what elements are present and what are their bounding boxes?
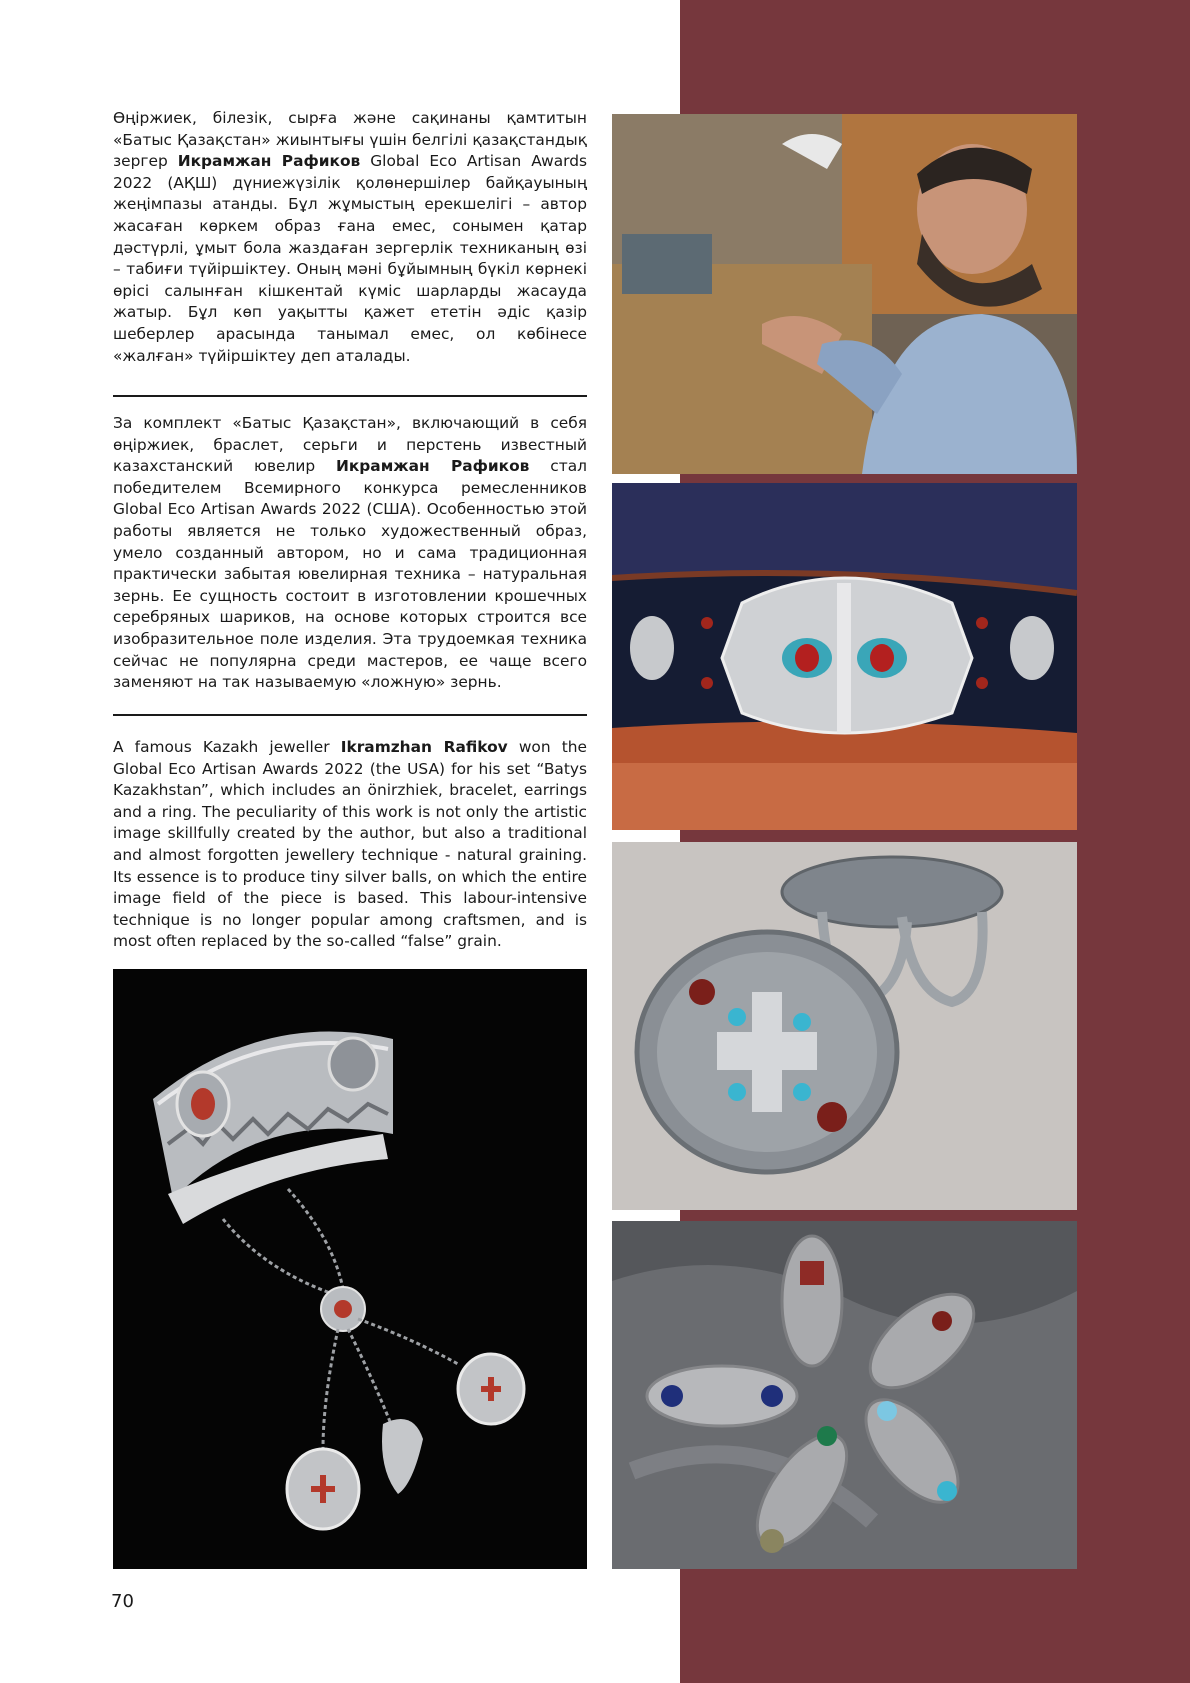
section-divider xyxy=(113,714,587,716)
russian-text-end: стал победителем Всемирного конкурса ремесленников Global Eco Artisan Awards 2022 (США). Особенностью этой работы является не только художественный образ, умело созданный автором, но и сама традиционная практически забытая ювелирная техника – натуральная зернь. Ее сущность состоит в изготовлении крошечных серебряных шариков, на основе которых строится все изобразительное поле изделия. Эта трудоемкая техника сейчас не популярна среди мастеров, ее чаще всего заменяют на так называемую «ложную» зернь. xyxy=(113,457,587,692)
page-number: 70 xyxy=(111,1591,134,1612)
kazakh-text-start: Өңіржиек, білезік, сырға және сақинаны қамтитын «Батыс Қазақстан» жиынтығы үшін белгілі қазақстандық зергер xyxy=(113,109,587,171)
kazakh-author-name: Икрамжан Рафиков xyxy=(177,152,361,171)
jeweller-portrait-photo xyxy=(612,114,1077,474)
kazakh-paragraph xyxy=(113,108,587,367)
rings-set-photo xyxy=(612,1221,1077,1569)
section-divider xyxy=(113,395,587,397)
kazakh-text-end: Global Eco Artisan Awards 2022 (АҚШ) дүниежүзілік қолөнершілер байқауының жеңімпазы атанды. Бұл жұмыстың ерекшелігі – автор жасаған көркем образ ғана емес, сонымен қатар дәстүрлі, ұмыт бола жаздаған зергерлік техниканың өзі – табиғи түйіршіктеу. Оның мәні бұйымның бүкіл көрнекі өрісі салынған кішкентай күміс шарларды жасауда жатыр. Бұл көп уақытты қажет ететін әдіс қазір шеберлер арасында танымал емес, ол көбінесе «жалған» түйіршіктеу деп аталады. xyxy=(113,152,587,365)
russian-text-start: За комплект «Батыс Қазақстан», включающий в себя өңіржиек, браслет, серьги и перстень известный казахстанский ювелир xyxy=(113,414,587,476)
russian-paragraph xyxy=(113,413,587,694)
bracelet-photo xyxy=(113,969,587,1569)
english-author-name: Ikramzhan Rafikov xyxy=(340,738,508,756)
english-text-end: won the Global Eco Artisan Awards 2022 (the USA) for his set “Batys Kazakhstan”, which includes an önirzhiek, bracelet, earrings and a ring. The peculiarity of this work is not only the artistic image skillfully created by the author, but also a traditional and almost forgotten jewellery technique - natural graining. Its essence is to produce tiny silver balls, on which the entire image field of the piece is based. This labour-intensive technique is no longer popular among craftsmen, and is most often replaced by the so-called “false” grain. xyxy=(113,738,587,951)
english-paragraph xyxy=(113,737,587,953)
belt-buckle-photo xyxy=(612,483,1077,830)
ring-photo xyxy=(612,842,1077,1210)
russian-author-name: Икрамжан Рафиков xyxy=(335,457,530,476)
english-text-start: A famous Kazakh jeweller xyxy=(113,738,341,756)
